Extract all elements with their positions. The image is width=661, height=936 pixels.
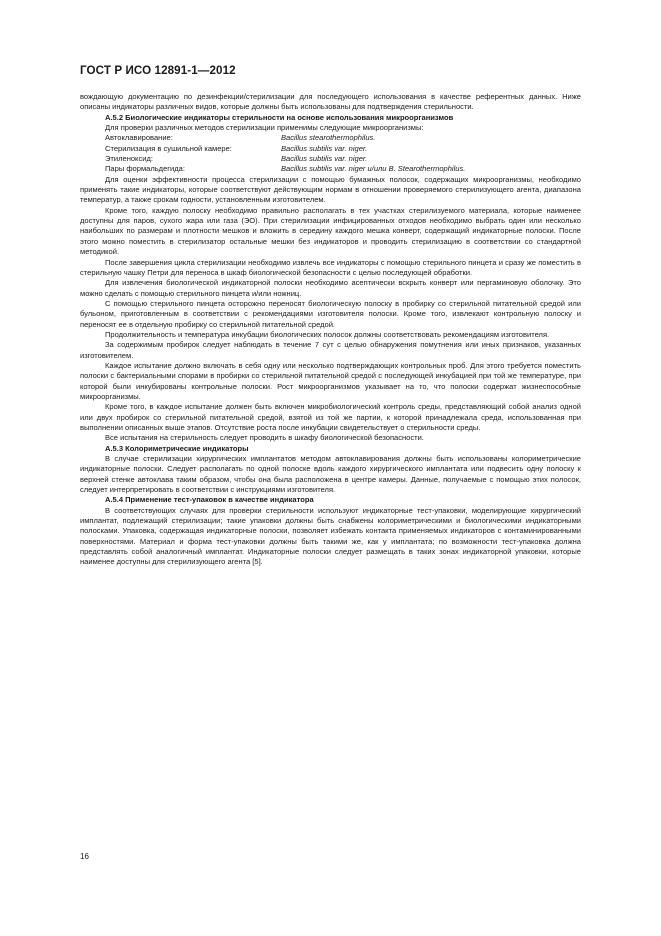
organism-name: Bacillus subtilis var. niger. (281, 154, 368, 164)
paragraph: После завершения цикла стерилизации необходимо извлечь все индикаторы с помощью стерильного пинцета и сразу же поместить в стерильную чашку Петри для переноса в шкаф биологической безопасности с целью последующей обработки. (80, 257, 581, 277)
page-number: 16 (80, 852, 89, 861)
paragraph: В соответствующих случаях для проверки стерильности используют индикаторные тест-упаковки, моделирующие хирургический имплантат, подлежащий стерилизации; такие упаковки должны быть снабжены колориметрическими и биологическими индикаторными полосками. Упаковка, содержащая индикаторные полоски, позволяет избежать контакта применяемых индикаторов с контаминированными поверхностями. Материал и форма тест-упаковки должны быть такими же, как у имплантата; по возможности тест-упаковка должна представлять собой аналогичный имплантат. Индикаторные полоски следует размещать в таких зонах индикаторной упаковки, которые наименее доступны для стерилизующего агента [5]. (80, 505, 581, 567)
microorganism-row (80, 133, 581, 143)
paragraph: Для проверки различных методов стерилизации применимы следующие микроорганизмы: (105, 123, 424, 133)
organism-name: Bacillus subtilis var. niger. (281, 143, 368, 153)
paragraph: Для извлечения биологической индикаторной полоски необходимо асептически вскрыть конверт или пергаминовую оболочку. Это можно сделать с помощью стерильного пинцета и/или ножниц. (80, 278, 581, 298)
paragraph: вождающую документацию по дезинфекции/стерилизации для последующего использования в качестве референтных данных. Ниже описаны индикаторы различных видов, которые должны быть использованы для подтверждения стерильности. (80, 92, 581, 112)
microorganisms-list (80, 133, 581, 174)
paragraph: Продолжительность и температура инкубации биологических полосок должны соответствовать рекомендациям изготовителя. (105, 329, 550, 339)
microorganism-row (80, 164, 581, 174)
paragraph: Кроме того, в каждое испытание должен быть включен микробиологический контроль среды, представляющий собой анализ одной или двух пробирок со стерильной питательной средой, взятой из той же партии, к которой принадлежала среда, использованная при выполнении описанных выше этапов. Отсутствие роста после инкубации свидетельствует о стерильности среды. (80, 402, 581, 432)
paragraph: В случае стерилизации хирургических имплантатов методом автоклавирования должны быть использованы колориметрические индикаторные полоски. Следует располагать по одной полоске вдоль каждого хирургического имплантата или подвесить одну полоску к верхней стенке автоклава таким образом, чтобы она была расположена в центре камеры. Данные, получаемые с помощью этих полосок, следует интерпретировать в соответствии с инструкциями изготовителя. (80, 454, 581, 495)
organism-name: Bacillus subtilis var. niger и/или B. Stearothermophilus. (281, 164, 466, 174)
paragraph: Для оценки эффективности процесса стерилизации с помощью бумажных полосок, содержащих микроорганизмы, необходимо применять такие индикаторы, которые соответствуют действующим нормам в отношении проверяемого стерилизующего агента, диапазона температур, а также срокам годности, установленным изготовителем. (80, 174, 581, 205)
section-heading-a54: А.5.4 Применение тест-упаковок в качестве индикатора (105, 495, 314, 505)
document-body (80, 92, 581, 568)
method-label: Стерилизация в сушильной камере: (105, 143, 232, 153)
microorganism-row (80, 154, 581, 164)
method-label: Автоклавирование: (105, 133, 173, 143)
paragraph: Каждое испытание должно включать в себя одну или несколько подтверждающих контрольных проб. Для этого требуется поместить полоски с бактериальными спорами в пробирки со стерильной питательной средой с последующей инкубацией при той же температуре, при которой были инкубированы контрольные полоски. Рост микроорганизмов указывает на то, что полоски содержат жизнеспособные микроорганизмы. (80, 360, 581, 401)
paragraph: Кроме того, каждую полоску необходимо правильно располагать в тех участках стерилизуемого материала, которые наименее доступны для паров, сухого жара или газа (ЭО). При стерилизации инфицированных отходов необходимо выбрать один или несколько наибольших по размерам и плотности мешков и вложить в середину каждого мешка конверт, содержащий индикаторные полоски. После этого можно поместить в стерилизатор остальные мешки без индикаторов и проводить стерилизацию в соответствии со стандартной методикой. (80, 205, 581, 257)
document-header: ГОСТ Р ИСО 12891-1—2012 (80, 64, 236, 77)
method-label: Пары формальдегида: (105, 164, 185, 174)
organism-name: Bacillus stearothermophilus. (281, 133, 376, 143)
section-heading-a53: А.5.3 Колориметрические индикаторы (105, 443, 249, 453)
paragraph: За содержимым пробирок следует наблюдать в течение 7 сут с целью обнаружения помутнения или иных признаков, указанных изготовителем. (80, 340, 581, 360)
paragraph: С помощью стерильного пинцета осторожно переносят биологическую полоску в пробирку со стерильной питательной средой или бульоном, приготовленным в соответствии с рекомендациями изготовителя полоски. Кроме того, извлекают контрольную полоску и переносят ее в отдельную пробирку со стерильной питательной средой. (80, 298, 581, 329)
section-heading-a52: А.5.2 Биологические индикаторы стерильности на основе использования микроорганизмов (105, 112, 454, 122)
method-label: Этиленоксид: (105, 154, 153, 164)
microorganism-row (80, 144, 581, 154)
paragraph: Все испытания на стерильность следует проводить в шкафу биологической безопасности. (105, 433, 424, 443)
